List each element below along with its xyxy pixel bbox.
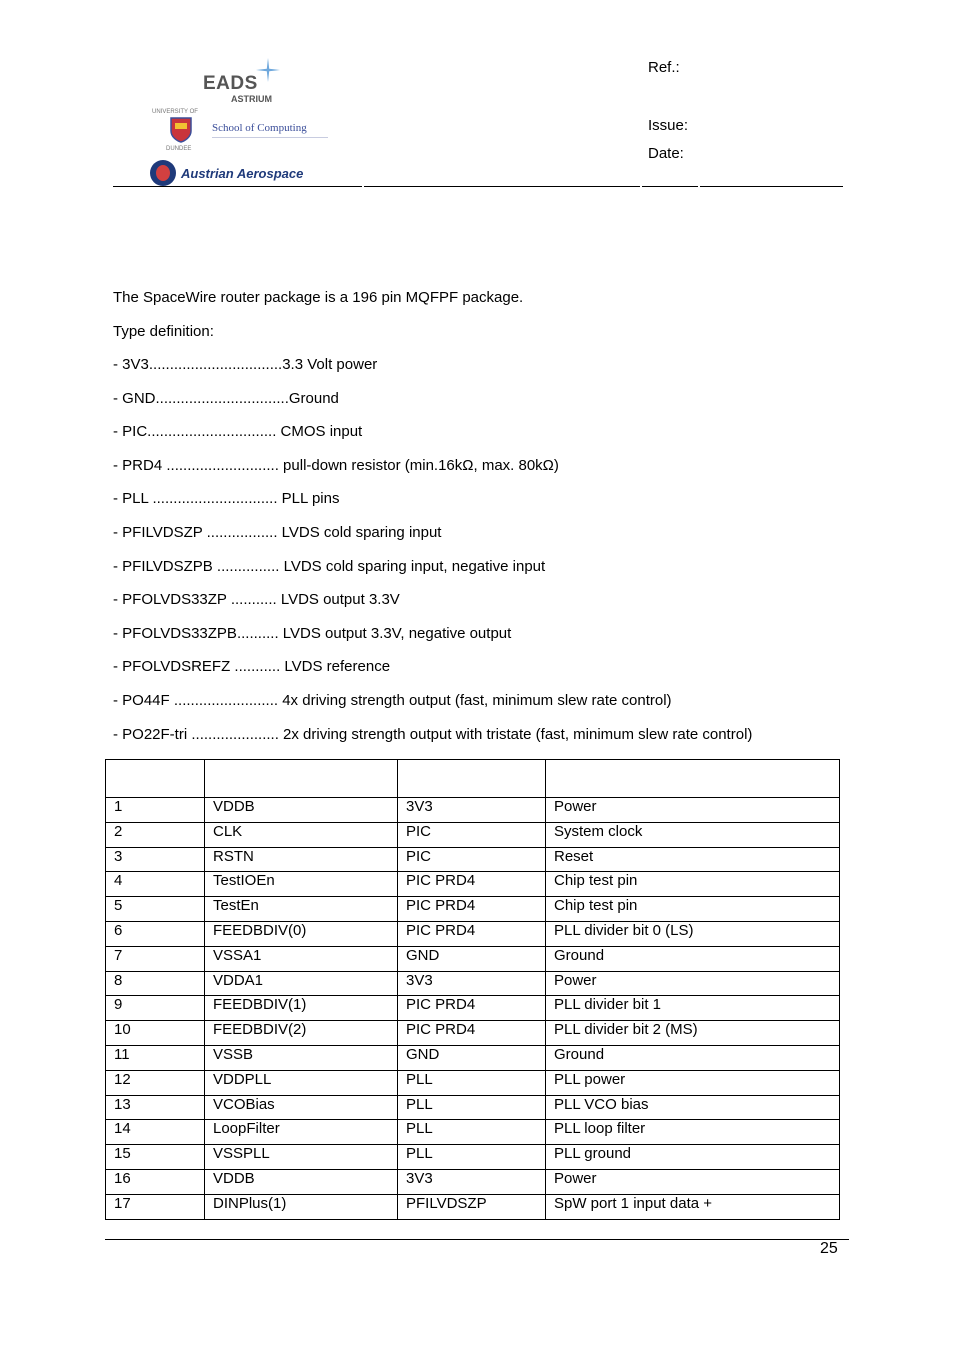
university-of-dundee-logo xyxy=(148,109,333,154)
table-cell: Chip test pin xyxy=(546,897,840,922)
type-definition-item xyxy=(113,457,559,474)
definition-term: - PO22F-tri xyxy=(113,725,188,743)
table-row xyxy=(106,897,840,922)
table-cell: Power xyxy=(546,971,840,996)
table-cell: GND xyxy=(398,1045,546,1070)
table-cell: Power xyxy=(546,1169,840,1194)
table-cell: PIC PRD4 xyxy=(398,921,546,946)
table-header-cell xyxy=(106,760,205,798)
definition-desc: 2x driving strength output with tristate (fast, minimum slew rate control) xyxy=(283,725,753,743)
table-row xyxy=(106,847,840,872)
table-header-row xyxy=(106,760,840,798)
table-cell: Chip test pin xyxy=(546,872,840,897)
table-cell: PLL xyxy=(398,1095,546,1120)
definition-desc: LVDS output 3.3V, negative output xyxy=(282,624,512,642)
table-cell: PIC PRD4 xyxy=(398,872,546,897)
definition-dots: ................. xyxy=(202,524,282,541)
table-cell: Ground xyxy=(546,1045,840,1070)
table-cell: PLL power xyxy=(546,1070,840,1095)
definition-desc: LVDS output 3.3V xyxy=(280,591,400,609)
astrium-logo-text: ASTRIUM xyxy=(231,94,272,104)
school-of-computing-text: School of Computing xyxy=(212,122,307,134)
table-cell: SpW port 1 input data + xyxy=(546,1194,840,1219)
eads-star-icon xyxy=(255,57,281,83)
table-cell: TestEn xyxy=(205,897,398,922)
table-cell: Power xyxy=(546,798,840,823)
definition-dots: ..................... xyxy=(187,725,284,743)
table-cell: PIC xyxy=(398,847,546,872)
definition-dots: ............... xyxy=(212,557,284,575)
table-cell: PLL divider bit 1 xyxy=(546,996,840,1021)
definition-desc: LVDS reference xyxy=(284,658,391,676)
definition-dots: ................................ xyxy=(148,356,283,373)
table-cell: PLL xyxy=(398,1120,546,1145)
table-row xyxy=(106,971,840,996)
table-cell: System clock xyxy=(546,822,840,847)
table-row xyxy=(106,872,840,897)
table-cell: PIC PRD4 xyxy=(398,897,546,922)
table-row xyxy=(106,1194,840,1219)
university-arc-text: UNIVERSITY OF xyxy=(152,109,198,115)
definition-desc: PLL pins xyxy=(281,490,340,508)
table-cell: Reset xyxy=(546,847,840,872)
school-underline xyxy=(212,137,328,138)
issue-label: Issue: xyxy=(648,117,689,134)
table-cell: PLL xyxy=(398,1145,546,1170)
table-cell: 2 xyxy=(106,822,205,847)
header-rule-4 xyxy=(700,186,843,187)
definition-term: - PRD4 xyxy=(113,456,163,474)
definition-term: - PO44F xyxy=(113,692,170,709)
table-cell: PLL VCO bias xyxy=(546,1095,840,1120)
table-row xyxy=(106,996,840,1021)
type-definition-item xyxy=(113,490,339,507)
ref-label: Ref.: xyxy=(648,59,680,76)
table-cell: PFILVDSZP xyxy=(398,1194,546,1219)
table-cell: 1 xyxy=(106,798,205,823)
type-definition-item xyxy=(113,558,545,575)
table-cell: TestIOEn xyxy=(205,872,398,897)
type-definition-item xyxy=(113,726,752,743)
table-row xyxy=(106,822,840,847)
table-cell: 15 xyxy=(106,1145,205,1170)
footer-rule xyxy=(105,1239,849,1240)
table-row xyxy=(106,1169,840,1194)
table-cell: FEEDBDIV(2) xyxy=(205,1021,398,1046)
table-cell: 4 xyxy=(106,872,205,897)
table-cell: 5 xyxy=(106,897,205,922)
type-definition-item xyxy=(113,356,377,373)
type-definition-item xyxy=(113,591,400,608)
table-cell: PIC PRD4 xyxy=(398,996,546,1021)
definition-dots: .......... xyxy=(236,624,283,642)
table-cell: VSSA1 xyxy=(205,946,398,971)
table-cell: VSSPLL xyxy=(205,1145,398,1170)
table-cell: 3V3 xyxy=(398,798,546,823)
table-header-cell xyxy=(398,760,546,798)
definition-dots: ......................... xyxy=(169,692,283,709)
table-cell: VCOBias xyxy=(205,1095,398,1120)
header-logos xyxy=(148,55,360,188)
table-cell: CLK xyxy=(205,822,398,847)
definition-term: - PFOLVDS33ZPB xyxy=(113,624,237,642)
table-cell: 12 xyxy=(106,1070,205,1095)
intro-paragraph: The SpaceWire router package is a 196 pin MQFPF package. xyxy=(113,289,524,306)
header-rule-3 xyxy=(642,186,698,187)
type-definition-item xyxy=(113,524,441,541)
header-rule-1 xyxy=(113,186,362,187)
table-cell: VDDPLL xyxy=(205,1070,398,1095)
type-definition-item xyxy=(113,423,362,440)
table-row xyxy=(106,946,840,971)
definition-term: - PLL xyxy=(113,490,149,508)
table-cell: PLL divider bit 2 (MS) xyxy=(546,1021,840,1046)
pin-table-body xyxy=(106,760,840,1220)
definition-term: - 3V3 xyxy=(113,356,149,373)
definition-dots: ........... xyxy=(230,658,285,676)
table-cell: RSTN xyxy=(205,847,398,872)
austrian-aerospace-logo xyxy=(150,160,350,188)
table-row xyxy=(106,1070,840,1095)
table-cell: 3 xyxy=(106,847,205,872)
table-cell: FEEDBDIV(1) xyxy=(205,996,398,1021)
austrian-aerospace-badge-icon xyxy=(150,160,176,186)
table-cell: Ground xyxy=(546,946,840,971)
table-cell: VDDA1 xyxy=(205,971,398,996)
pin-table xyxy=(105,759,840,1220)
table-cell: PLL ground xyxy=(546,1145,840,1170)
table-cell: 11 xyxy=(106,1045,205,1070)
table-cell: PLL xyxy=(398,1070,546,1095)
table-cell: FEEDBDIV(0) xyxy=(205,921,398,946)
dundee-crest-icon xyxy=(170,117,192,143)
table-cell: DINPlus(1) xyxy=(205,1194,398,1219)
table-row xyxy=(106,1045,840,1070)
definition-dots: ................................ xyxy=(155,389,289,407)
table-cell: 6 xyxy=(106,921,205,946)
table-cell: PIC PRD4 xyxy=(398,1021,546,1046)
definition-desc: Ground xyxy=(288,389,339,407)
definition-term: - PFILVDSZP xyxy=(113,524,203,541)
definition-desc: pull-down resistor (min.16kΩ, max. 80kΩ) xyxy=(283,456,559,474)
table-cell: PLL divider bit 0 (LS) xyxy=(546,921,840,946)
definition-term: - PFOLVDS33ZP xyxy=(113,591,227,609)
type-definition-item xyxy=(113,658,390,675)
table-cell: 10 xyxy=(106,1021,205,1046)
table-row xyxy=(106,1120,840,1145)
definition-desc: 4x driving strength output (fast, minimum slew rate control) xyxy=(282,692,672,709)
table-cell: 7 xyxy=(106,946,205,971)
definition-dots: ........... xyxy=(226,591,281,609)
table-cell: 9 xyxy=(106,996,205,1021)
table-row xyxy=(106,921,840,946)
type-definition-item xyxy=(113,390,339,407)
table-cell: VSSB xyxy=(205,1045,398,1070)
table-row xyxy=(106,1095,840,1120)
definition-term: - PIC xyxy=(113,423,148,441)
table-cell: PIC xyxy=(398,822,546,847)
table-cell: LoopFilter xyxy=(205,1120,398,1145)
table-header-cell xyxy=(205,760,398,798)
table-cell: GND xyxy=(398,946,546,971)
table-cell: 3V3 xyxy=(398,1169,546,1194)
definition-dots: ........................... xyxy=(162,456,284,474)
table-row xyxy=(106,1145,840,1170)
type-definition-item xyxy=(113,692,672,709)
definition-term: - PFILVDSZPB xyxy=(113,557,213,575)
definition-desc: LVDS cold sparing input xyxy=(281,524,442,541)
definition-term: - GND xyxy=(113,389,156,407)
dundee-text: DUNDEE xyxy=(166,146,192,152)
definition-dots: .............................. xyxy=(148,490,282,508)
page-number: 25 xyxy=(820,1240,838,1257)
table-cell: 8 xyxy=(106,971,205,996)
table-row xyxy=(106,798,840,823)
table-cell: 3V3 xyxy=(398,971,546,996)
table-cell: VDDB xyxy=(205,1169,398,1194)
austrian-aerospace-text: Austrian Aerospace xyxy=(181,166,304,181)
definition-desc: CMOS input xyxy=(280,423,363,441)
type-definition-label: Type definition: xyxy=(113,323,214,340)
definition-desc: LVDS cold sparing input, negative input xyxy=(283,557,546,575)
date-label: Date: xyxy=(648,145,684,162)
header-rule-2 xyxy=(364,186,640,187)
definition-term: - PFOLVDSREFZ xyxy=(113,658,231,676)
table-cell: 16 xyxy=(106,1169,205,1194)
table-cell: VDDB xyxy=(205,798,398,823)
table-cell: PLL loop filter xyxy=(546,1120,840,1145)
table-cell: 17 xyxy=(106,1194,205,1219)
table-row xyxy=(106,1021,840,1046)
table-cell: 14 xyxy=(106,1120,205,1145)
definition-desc: 3.3 Volt power xyxy=(282,356,378,373)
table-cell: 13 xyxy=(106,1095,205,1120)
eads-logo-text: EADS xyxy=(203,73,258,94)
table-header-cell xyxy=(546,760,840,798)
type-definition-item xyxy=(113,625,511,642)
definition-dots: ............................... xyxy=(147,423,281,441)
